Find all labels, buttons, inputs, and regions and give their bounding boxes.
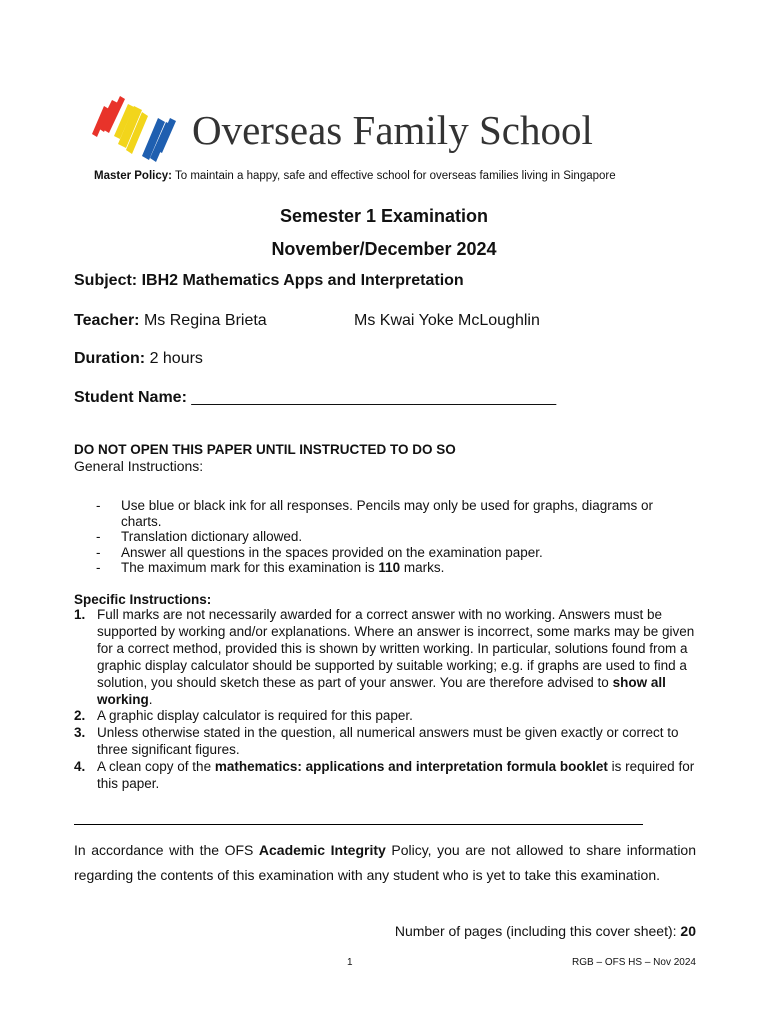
page-count-label: Number of pages (including this cover sheet): (394, 923, 681, 939)
max-mark-prefix: The maximum mark for this examination is (121, 560, 379, 575)
footer-code: RGB – OFS HS – Nov 2024 (572, 957, 696, 968)
student-name-field[interactable] (74, 389, 556, 407)
subject-field: Subject: IBH2 Mathematics Apps and Interpretation (74, 272, 464, 289)
page-count (395, 923, 696, 939)
item4-suffix: is required for this paper. (97, 759, 695, 792)
item-number: 4. (74, 759, 86, 775)
master-policy (94, 170, 616, 182)
list-item (96, 498, 696, 529)
general-instructions-heading: General Instructions: (74, 458, 204, 474)
integrity-bold: Academic Integrity (258, 842, 386, 858)
exam-title: Semester 1 Examination (279, 206, 489, 226)
student-name-line[interactable]: _________________________________________ (191, 389, 557, 406)
integrity-prefix: In accordance with the OFS (74, 842, 259, 858)
specific-instructions-list (74, 607, 699, 793)
numbered-item (74, 725, 699, 759)
item-number: 2. (74, 708, 86, 724)
teacher-field (74, 312, 267, 330)
school-logo (90, 92, 182, 164)
numbered-item (74, 607, 699, 708)
divider (74, 824, 643, 825)
item1-bold: show all working (97, 674, 666, 707)
specific-instructions-heading: Specific Instructions: (74, 592, 212, 607)
list-dash: - (96, 498, 101, 513)
item4-bold: mathematics: applications and interpretation formula booklet (214, 759, 608, 775)
policy-text: To maintain a happy, safe and effective school for overseas families living in Singapore (174, 170, 616, 182)
policy-label: Master Policy: (94, 170, 172, 182)
numbered-item (74, 708, 699, 725)
list-item-text: Answer all questions in the spaces provided on the examination paper. (121, 544, 543, 560)
teacher-label: Teacher: (74, 312, 140, 329)
item-number: 1. (74, 607, 86, 622)
list-item-text (121, 560, 696, 576)
item4-prefix: A clean copy of the (97, 759, 215, 775)
duration-value: 2 hours (149, 350, 203, 367)
list-item-text: Translation dictionary allowed. (121, 529, 303, 544)
student-name-label: Student Name: (74, 389, 187, 406)
list-item-text: Use blue or black ink for all responses. Pencils may only be used for graphs, diagrams or charts. (121, 498, 654, 529)
item-text (97, 759, 699, 793)
general-instructions-list (96, 498, 696, 576)
numbered-item (74, 759, 699, 793)
exam-period: November/December 2024 (271, 239, 497, 259)
list-item (96, 545, 696, 561)
teacher-name-2: Ms Kwai Yoke McLoughlin (354, 312, 540, 329)
item1-end: . (148, 691, 153, 707)
list-dash: - (96, 529, 101, 544)
item1-text: Full marks are not necessarily awarded for a correct answer with no working. Answers must be supported by working and/or explanations. Where an answer is incorrect, some marks may be given for a correct method, provided this is shown by written working. In particular, solutions found from a graphic display calculator should be supported by suitable working; e.g. if graphs are used to find a solution, you should sketch these as part of your answer. You are therefore advised to (97, 607, 695, 690)
logo-blue-stroke (142, 118, 176, 162)
item-text: A graphic display calculator is required for this paper. (97, 708, 413, 724)
footer-page-number: 1 (347, 957, 353, 968)
item-text (97, 607, 699, 708)
duration-label: Duration: (74, 350, 146, 367)
max-mark-value: 110 (378, 560, 401, 575)
max-mark-suffix: marks. (400, 560, 445, 575)
duration-field (74, 350, 203, 368)
teacher-name-1: Ms Regina Brieta (143, 312, 267, 329)
list-item (96, 560, 696, 576)
list-dash: - (96, 560, 101, 575)
school-name: Overseas Family School (192, 107, 593, 153)
page-count-value: 20 (680, 923, 696, 939)
do-not-open-warning: DO NOT OPEN THIS PAPER UNTIL INSTRUCTED TO DO SO (74, 442, 456, 457)
item-number: 3. (74, 725, 86, 741)
academic-integrity-notice (74, 838, 696, 888)
list-dash: - (96, 544, 101, 560)
list-item (96, 529, 696, 545)
item-text: Unless otherwise stated in the question, all numerical answers must be given exactly or correct to three significant figures. (97, 725, 679, 758)
integrity-suffix: Policy, you are not allowed to share information regarding the contents of this examination with any student who is yet to take this examination. (74, 842, 697, 883)
